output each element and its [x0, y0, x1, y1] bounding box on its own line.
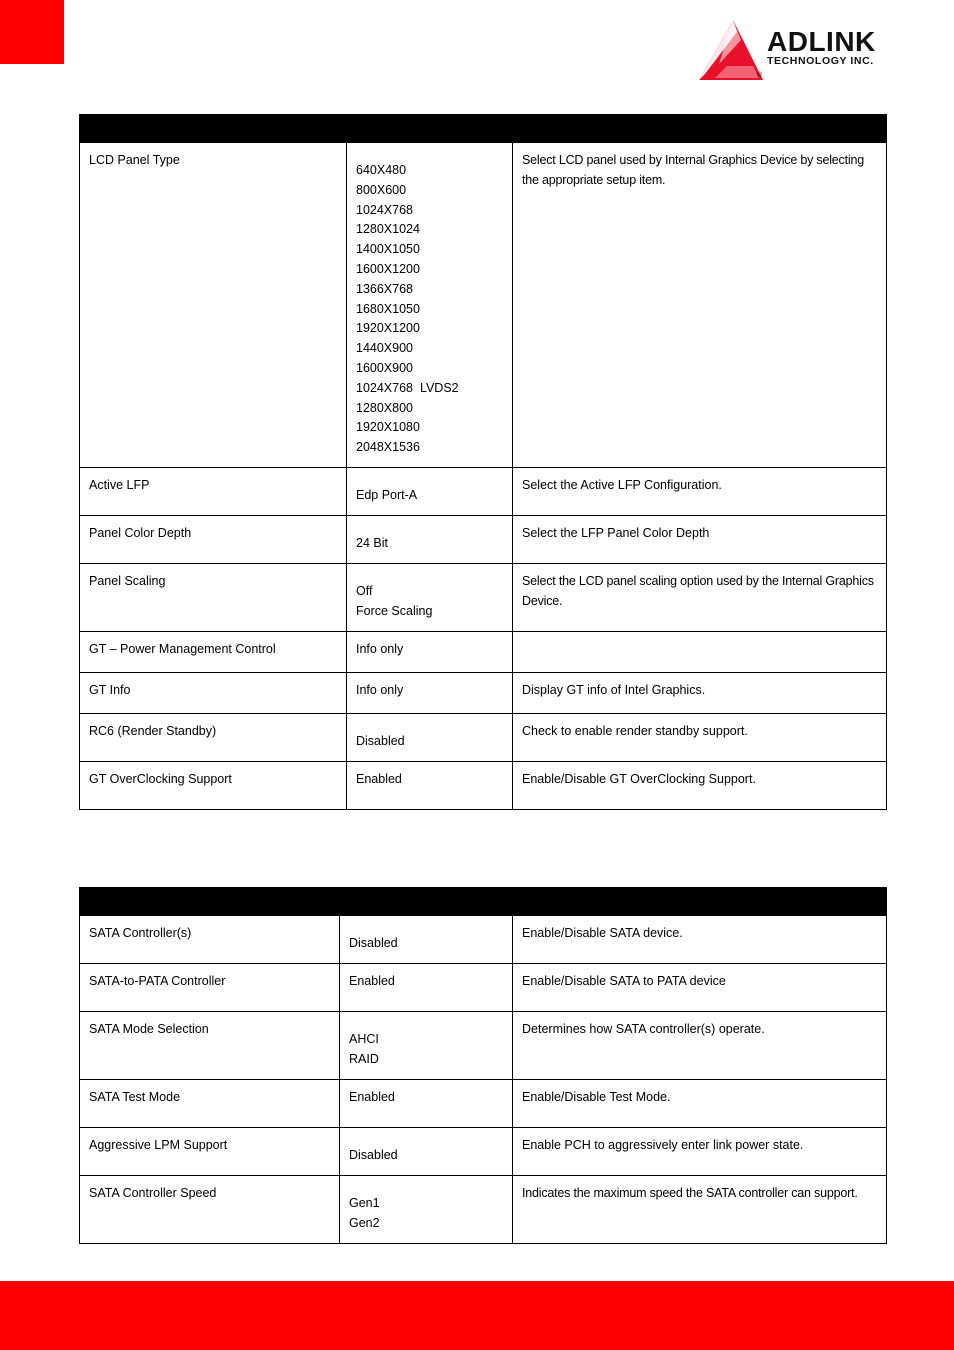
option-value: Gen1	[349, 1196, 380, 1210]
option-value: Off	[356, 584, 373, 598]
option-value: 1600X1200	[356, 261, 420, 276]
option-value: 1400X1050	[356, 242, 420, 257]
table-row	[80, 714, 887, 762]
setting-description: Enable/Disable Test Mode.	[513, 1080, 887, 1128]
option-value: Info only	[356, 642, 404, 656]
setting-item: GT – Power Management Control	[80, 632, 347, 673]
table-header-bar	[80, 888, 887, 916]
option-value: Disabled	[356, 734, 405, 748]
setting-description: Indicates the maximum speed the SATA controller can support.	[513, 1176, 887, 1244]
table-row	[80, 143, 887, 468]
setting-item: GT OverClocking Support	[80, 762, 347, 810]
brand-tagline: TECHNOLOGY INC.	[767, 55, 874, 67]
setting-item: SATA Controller Speed	[80, 1176, 340, 1244]
table-row	[80, 1012, 887, 1080]
option-value: Disabled	[349, 1148, 398, 1162]
option-value: Gen2	[349, 1215, 380, 1230]
adlink-logo	[697, 18, 907, 84]
setting-item: Panel Scaling	[80, 564, 347, 632]
option-value: 640X480	[356, 163, 407, 177]
setting-description: Enable/Disable SATA device.	[513, 916, 887, 964]
setting-options	[340, 1080, 513, 1128]
option-value: Disabled	[349, 936, 398, 950]
setting-item: Aggressive LPM Support	[80, 1128, 340, 1176]
table-row	[80, 468, 887, 516]
registered-mark: ®	[757, 72, 763, 79]
table-row	[80, 516, 887, 564]
option-value: 1600X900	[356, 360, 414, 375]
option-value: 1280X1024	[356, 222, 420, 237]
setting-options	[347, 762, 513, 810]
setting-options	[340, 1176, 513, 1244]
option-value: 1366X768	[356, 281, 414, 296]
option-value: Force Scaling	[356, 603, 433, 618]
setting-options	[340, 1128, 513, 1176]
setting-item: Active LFP	[80, 468, 347, 516]
setting-options	[340, 1012, 513, 1080]
adlink-triangle-icon	[697, 18, 763, 84]
table-row	[80, 1128, 887, 1176]
setting-options	[347, 468, 513, 516]
option-value: Enabled	[349, 1090, 395, 1104]
option-value: Enabled	[349, 974, 395, 988]
table-row	[80, 673, 887, 714]
table-row	[80, 1176, 887, 1244]
setting-description: Enable PCH to aggressively enter link power state.	[513, 1128, 887, 1176]
setting-item: LCD Panel Type	[80, 143, 347, 468]
option-value: Info only	[356, 683, 404, 697]
setting-options	[347, 143, 513, 468]
setting-options	[340, 964, 513, 1012]
brand-name: ADLINK	[767, 26, 876, 57]
setting-description: Enable/Disable SATA to PATA device	[513, 964, 887, 1012]
option-value: 2048X1536	[356, 440, 420, 455]
option-value: 1440X900	[356, 341, 414, 356]
table-row	[80, 564, 887, 632]
option-value: 1680X1050	[356, 301, 420, 316]
option-value: 1024X768	[356, 202, 414, 217]
setting-options	[347, 516, 513, 564]
setting-options	[340, 916, 513, 964]
option-value: RAID	[349, 1051, 379, 1066]
setting-description: Select LCD panel used by Internal Graphics Device by selecting the appropriate setup item.	[513, 143, 887, 468]
setting-description	[513, 632, 887, 673]
setting-description: Determines how SATA controller(s) operate.	[513, 1012, 887, 1080]
option-value: 1280X800	[356, 400, 414, 415]
setting-description: Select the LCD panel scaling option used by the Internal Graphics Device.	[513, 564, 887, 632]
setting-item: Panel Color Depth	[80, 516, 347, 564]
option-value: 800X600	[356, 182, 407, 197]
sata-settings-table	[79, 887, 887, 1244]
table-header-bar	[80, 115, 887, 143]
option-value: AHCI	[349, 1032, 379, 1046]
graphics-settings-table	[79, 114, 887, 810]
table-row	[80, 632, 887, 673]
setting-description: Display GT info of Intel Graphics.	[513, 673, 887, 714]
setting-item: SATA Mode Selection	[80, 1012, 340, 1080]
setting-item: SATA-to-PATA Controller	[80, 964, 340, 1012]
setting-options	[347, 632, 513, 673]
red-corner-tab	[0, 0, 64, 64]
setting-item: GT Info	[80, 673, 347, 714]
setting-description: Select the LFP Panel Color Depth	[513, 516, 887, 564]
setting-item: SATA Test Mode	[80, 1080, 340, 1128]
table-row	[80, 964, 887, 1012]
option-value: Edp Port-A	[356, 488, 418, 502]
setting-description: Select the Active LFP Configuration.	[513, 468, 887, 516]
option-value: 24 Bit	[356, 536, 388, 550]
setting-item: SATA Controller(s)	[80, 916, 340, 964]
option-value: 1024X768 LVDS2	[356, 380, 459, 395]
setting-options	[347, 673, 513, 714]
table-row	[80, 916, 887, 964]
footer-red-bar	[0, 1281, 954, 1350]
table-row	[80, 1080, 887, 1128]
option-value: 1920X1080	[356, 420, 420, 435]
setting-item: RC6 (Render Standby)	[80, 714, 347, 762]
option-value: Enabled	[356, 772, 402, 786]
table-row	[80, 762, 887, 810]
setting-options	[347, 564, 513, 632]
option-value: 1920X1200	[356, 321, 420, 336]
setting-description: Enable/Disable GT OverClocking Support.	[513, 762, 887, 810]
setting-description: Check to enable render standby support.	[513, 714, 887, 762]
setting-options	[347, 714, 513, 762]
